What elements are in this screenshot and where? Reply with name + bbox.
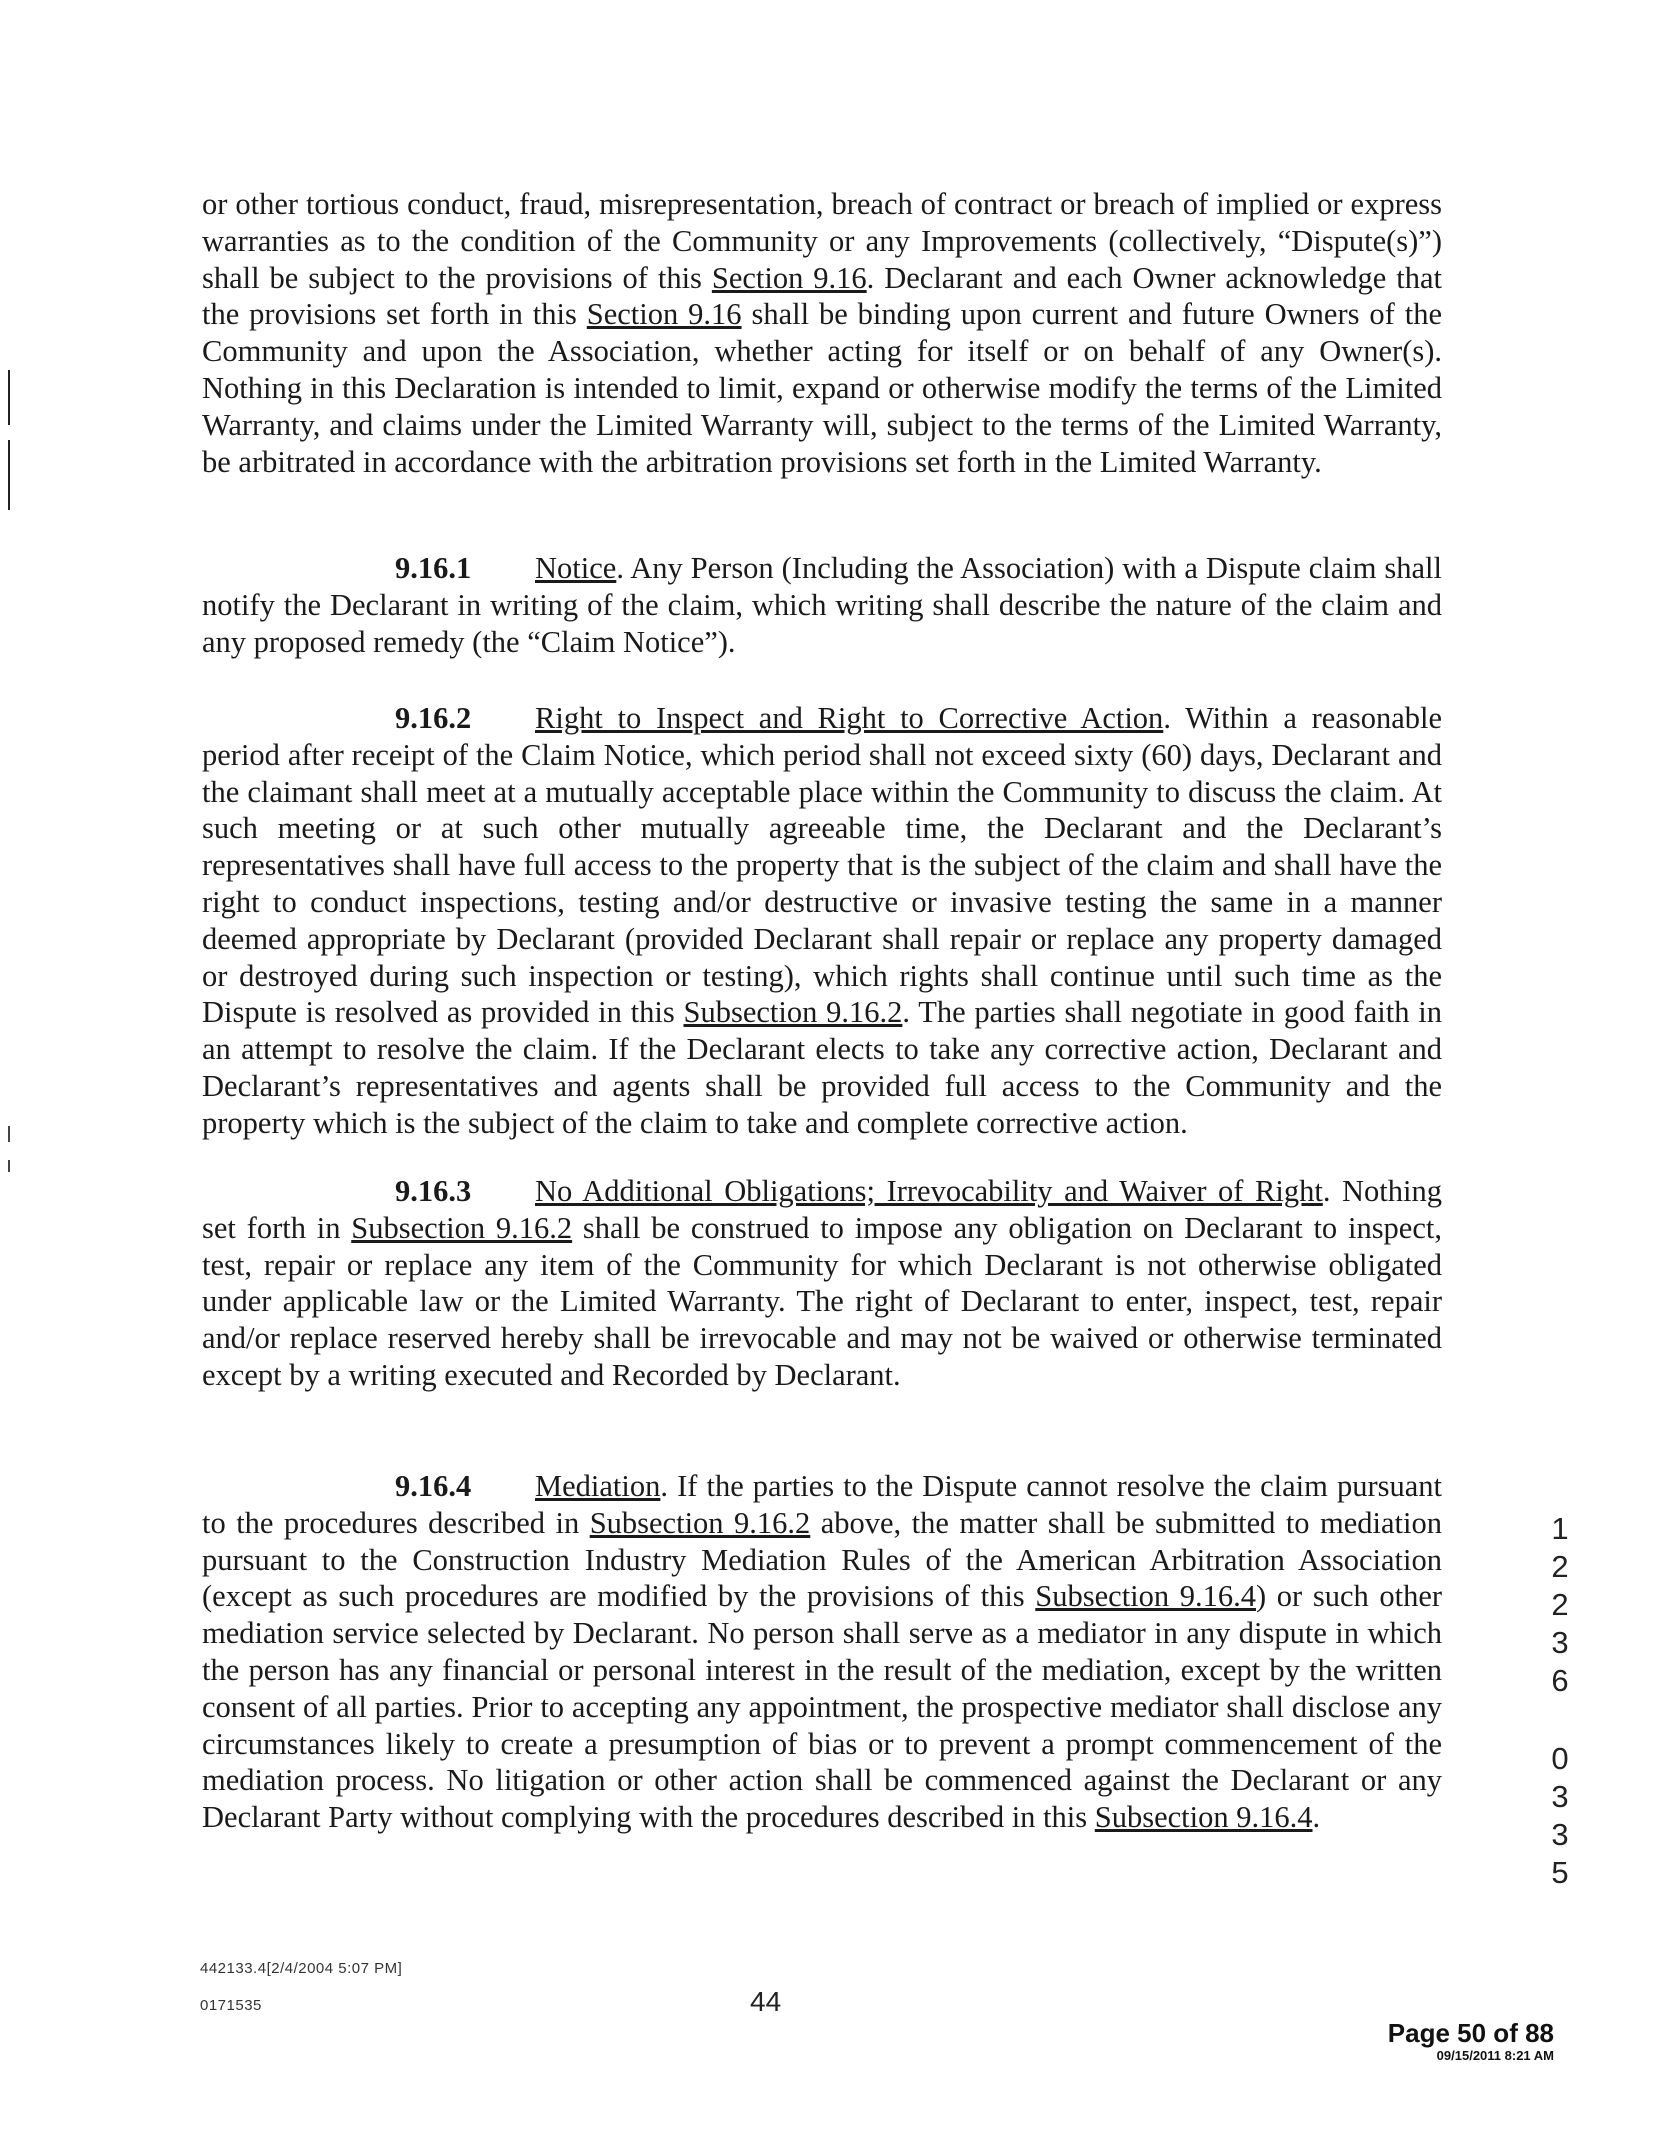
section-reference: Subsection 9.16.4 — [1094, 1800, 1313, 1835]
revision-change-bar — [8, 440, 10, 510]
section-reference: Notice — [535, 551, 617, 585]
section-body — [202, 1469, 1442, 1834]
section-number: 9.16.2 — [395, 701, 472, 735]
footer-doc-ref: 442133.4[2/4/2004 5:07 PM] — [200, 1960, 403, 1977]
intro-paragraph — [202, 186, 1442, 480]
section-number: 9.16.3 — [395, 1174, 472, 1208]
text-run: . The parties shall negotiate in good faith in an attempt to resolve the claim. If the Declarant elects to take any corrective action, Declarant and Declarant’s representatives and agents shall be provided full access to the Community and the property which is the subject of the claim to take and complete corrective action. — [202, 995, 1442, 1140]
text-run: shall be construed to impose any obligation on Declarant to inspect, test, repair or replace any item of the Community for which Declarant is not otherwise obligated under applicable law or the Limited Warranty. The right of Declarant to enter, inspect, test, repair and/or replace reserved hereby shall be irrevocable and may not be waived or otherwise terminated except by a writing executed and Recorded by Declarant. — [202, 1210, 1442, 1392]
section-9-16-3 — [202, 1173, 1442, 1394]
section-number: 9.16.4 — [395, 1469, 472, 1503]
section-reference: Mediation — [535, 1469, 661, 1503]
margin-code-digit: 3 — [1551, 1625, 1569, 1660]
section-reference: Section 9.16 — [586, 297, 742, 332]
text-run: . Declarant and each Owner acknowledge that the provisions set forth in this — [202, 260, 1442, 332]
text-run: . — [1312, 1800, 1321, 1835]
margin-tick-mark — [8, 1160, 10, 1172]
stamp-page-label: Page 50 of 88 — [1387, 2018, 1554, 2048]
text-run: or other tortious conduct, fraud, misrepresentation, breach of contract or breach of implied or express warranties as to the condition of the Community or any Improvements (collectively, “Dispute(s)”) shall be subject to the provisions of this — [202, 187, 1442, 295]
text-run: . Any Person (Including the Association) with a Dispute claim shall notify the Declarant in writing of the claim, which writing shall describe the nature of the claim and any proposed remedy (the “Claim Notice”). — [202, 551, 1442, 659]
section-9-16-2 — [202, 700, 1442, 1142]
text-run: . Within a reasonable period after receipt of the Claim Notice, which period shall not exceed sixty (60) days, Declarant and the claimant shall meet at a mutually acceptable place within the Community to discuss the claim. At such meeting or at such other mutually agreeable time, the Declarant and the Declarant’s representatives shall have full access to the property that is the subject of the claim and shall have the right to conduct inspections, testing and/or destructive or invasive testing the same in a manner deemed appropriate by Declarant (provided Declarant shall repair or replace any property damaged or destroyed during such inspection or testing), which rights shall continue until such time as the Dispute is resolved as provided in this — [202, 701, 1443, 1030]
footer-document-reference — [200, 1950, 402, 2024]
section-body — [202, 551, 1442, 659]
vertical-margin-code — [1540, 1510, 1580, 1892]
recording-stamp — [1388, 2018, 1554, 2064]
text-run: shall be binding upon current and future Owners of the Community and upon the Association, whether acting for itself or on behalf of any Owner(s). Nothing in this Declaration is intended to limit, expand or otherwise modify the terms of the Limited Warranty, and claims under the Limited Warranty will, subject to the terms of the Limited Warranty, be arbitrated in accordance with the arbitration provisions set forth in the Limited Warranty. — [202, 297, 1442, 479]
footer-client-number: 0171535 — [200, 1997, 262, 2014]
margin-tick-mark — [8, 1126, 10, 1142]
section-9-16-1 — [202, 550, 1442, 660]
margin-code-digit: 5 — [1551, 1855, 1569, 1890]
section-reference: Subsection 9.16.4 — [1035, 1579, 1257, 1614]
margin-code-digit: 3 — [1551, 1779, 1569, 1814]
section-reference: Section 9.16 — [711, 260, 867, 295]
margin-code-digit: 6 — [1551, 1663, 1569, 1698]
margin-code-digit: 0 — [1551, 1741, 1569, 1776]
section-reference: Subsection 9.16.2 — [683, 995, 903, 1030]
section-reference: Subsection 9.16.2 — [589, 1505, 811, 1540]
section-number: 9.16.1 — [395, 551, 472, 585]
page-number: 44 — [750, 1986, 782, 2017]
margin-code-digit: 2 — [1551, 1587, 1569, 1622]
margin-code-digit: 1 — [1551, 1511, 1569, 1546]
text-run: above, the matter shall be submitted to mediation pursuant to the Construction Industry Mediation Rules of the American Arbitration Association (except as such procedures are modified by the provisions of this — [202, 1505, 1442, 1614]
text-run: . If the parties to the Dispute cannot resolve the claim pursuant to the procedures described in — [202, 1469, 1442, 1540]
text-run: ) or such other mediation service selected by Declarant. No person shall serve as a mediator in any dispute in which the person has any financial or personal interest in the result of the mediation, except by the written consent of all parties. Prior to accepting any appointment, the prospective mediator shall disclose any circumstances likely to create a presumption of bias or to prevent a prompt commencement of the mediation process. No litigation or other action shall be commenced against the Declarant or any Declarant Party without complying with the procedures described in this — [202, 1579, 1443, 1835]
section-reference: No Additional Obligations; Irrevocability and Waiver of Right — [535, 1174, 1323, 1208]
intro-paragraph-text — [202, 186, 1442, 480]
margin-code-digit: 3 — [1551, 1817, 1569, 1852]
stamp-timestamp: 09/15/2011 8:21 AM — [1436, 2048, 1554, 2063]
text-run: . Nothing set forth in — [202, 1174, 1442, 1245]
section-reference: Right to Inspect and Right to Corrective Action — [535, 701, 1164, 735]
revision-change-bar — [8, 370, 10, 425]
section-body — [202, 1174, 1442, 1392]
margin-code-digit: 2 — [1551, 1549, 1569, 1584]
section-body — [202, 701, 1442, 1140]
section-reference: Subsection 9.16.2 — [351, 1210, 573, 1245]
section-9-16-4 — [202, 1468, 1442, 1836]
